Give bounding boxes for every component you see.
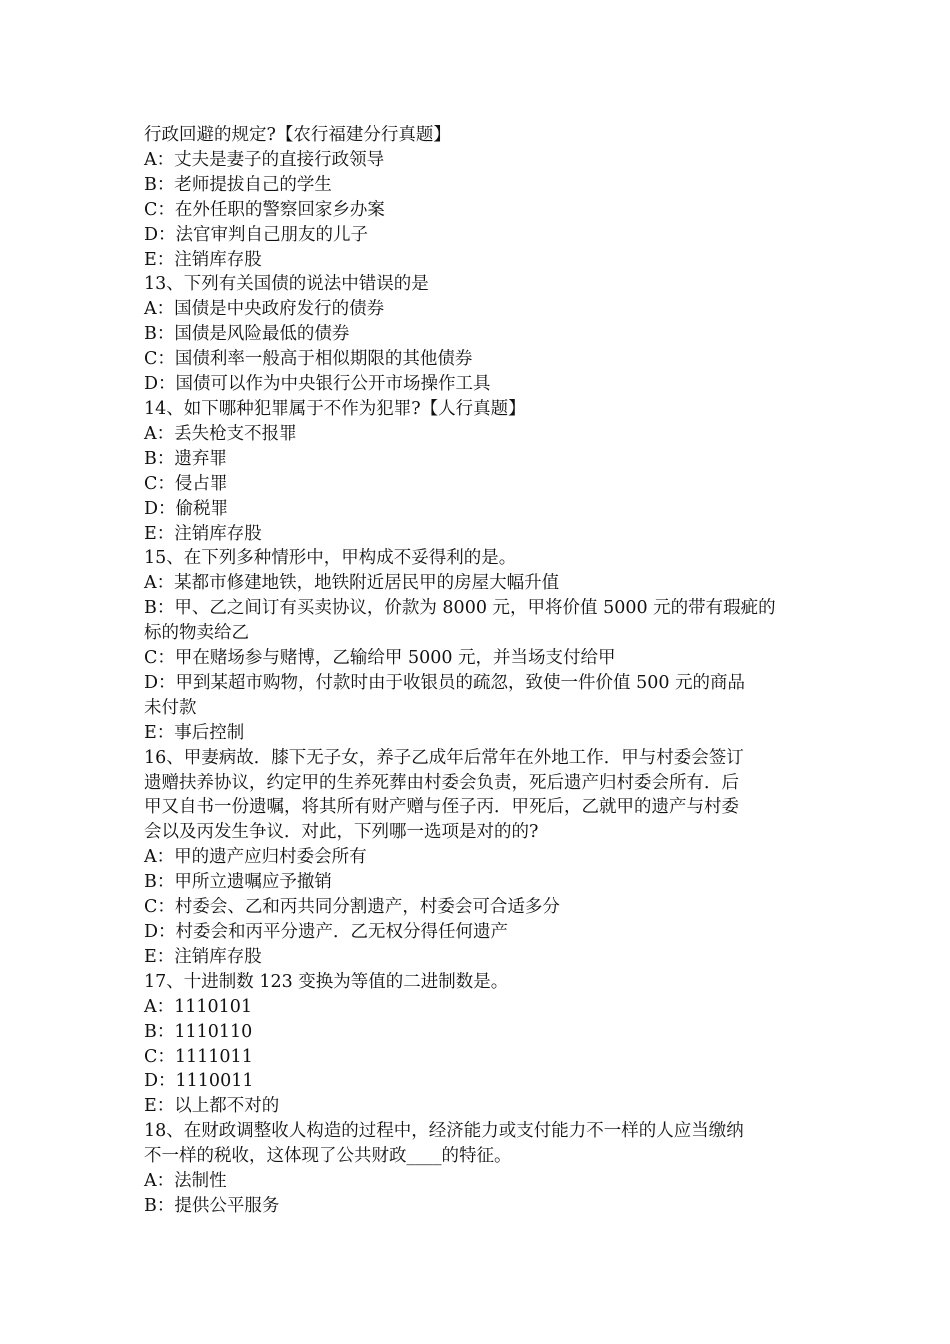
option-line: C：1111011: [144, 1046, 253, 1067]
option-line: E：注销库存股: [144, 946, 262, 967]
question-line: 遗赠扶养协议，约定甲的生养死葬由村委会负责，死后遗产归村委会所有．后: [144, 772, 739, 793]
option-line: C：侵占罪: [144, 473, 228, 494]
option-line: D：1110011: [144, 1071, 254, 1092]
question-line: 甲又自书一份遗嘱，将其所有财产赠与侄子丙．甲死后，乙就甲的遗产与村委: [144, 797, 739, 818]
option-line: B：老师提拔自己的学生: [144, 174, 332, 195]
question-line: 15、在下列多种情形中，甲构成不妥得利的是。: [144, 548, 517, 569]
option-line: 标的物卖给乙: [144, 623, 249, 644]
option-line: A：国债是中央政府发行的债券: [144, 299, 385, 320]
option-line: A：法制性: [144, 1171, 227, 1192]
option-line: B：提供公平服务: [144, 1195, 280, 1216]
question-line: 会以及丙发生争议．对此，下列哪一选项是对的的?: [144, 822, 539, 843]
text-line: 行政回避的规定?【农行福建分行真题】: [144, 125, 451, 145]
option-line: D：甲到某超市购物，付款时由于收银员的疏忽，致使一件价值 500 元的商品: [144, 672, 746, 693]
option-line: E：以上都不对的: [144, 1096, 280, 1117]
question-line: 不一样的税收，这体现了公共财政____的特征。: [144, 1146, 512, 1167]
option-line: 未付款: [144, 697, 197, 718]
option-line: B：甲所立遗嘱应予撤销: [144, 872, 332, 893]
option-line: B：国债是风险最低的债券: [144, 324, 350, 345]
option-line: A：甲的遗产应归村委会所有: [144, 847, 367, 868]
option-line: D：国债可以作为中央银行公开市场操作工具: [144, 374, 491, 395]
option-line: C：甲在赌场参与赌博，乙输给甲 5000 元，并当场支付给甲: [144, 648, 616, 669]
option-line: A：1110101: [144, 996, 253, 1017]
question-line: 16、甲妻病故．膝下无子女，养子乙成年后常年在外地工作．甲与村委会签订: [144, 747, 744, 768]
option-line: C：国债利率一般高于相似期限的其他债券: [144, 349, 473, 370]
option-line: A：丈夫是妻子的直接行政领导: [144, 149, 385, 170]
option-line: C：村委会、乙和丙共同分割遗产，村委会可合适多分: [144, 897, 560, 918]
option-line: D：偷税罪: [144, 498, 229, 519]
option-line: B：1110110: [144, 1021, 253, 1042]
option-line: E：注销库存股: [144, 523, 262, 544]
question-line: 17、十进制数 123 变换为等值的二进制数是。: [144, 971, 509, 992]
document-body: [144, 123, 814, 1219]
option-line: D：村委会和丙平分遗产．乙无权分得任何遗产: [144, 922, 509, 942]
question-line: 13、下列有关国债的说法中错误的是: [144, 274, 429, 295]
option-line: B：遗弃罪: [144, 448, 227, 469]
question-line: 18、在财政调整收人构造的过程中，经济能力或支付能力不一样的人应当缴纳: [144, 1121, 744, 1142]
option-line: E：注销库存股: [144, 249, 262, 270]
question-line: 14、如下哪种犯罪属于不作为犯罪?【人行真题】: [144, 398, 526, 419]
option-line: A：某都市修建地铁，地铁附近居民甲的房屋大幅升值: [144, 573, 560, 594]
option-line: C：在外任职的警察回家乡办案: [144, 199, 385, 220]
option-line: D：法官审判自己朋友的儿子: [144, 224, 369, 245]
option-line: A：丢失枪支不报罪: [144, 423, 297, 444]
option-line: B：甲、乙之间订有买卖协议，价款为 8000 元，甲将价值 5000 元的带有瑕疵的: [144, 598, 776, 619]
option-line: E：事后控制: [144, 722, 245, 743]
